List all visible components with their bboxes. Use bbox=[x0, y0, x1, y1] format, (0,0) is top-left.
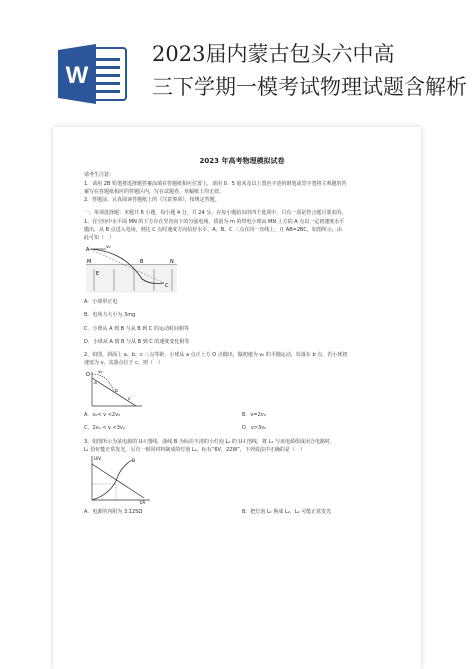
q1-label-b: B bbox=[140, 258, 144, 265]
q3-figure bbox=[84, 454, 154, 504]
q2-label-o: O bbox=[86, 371, 90, 378]
q1-option-d: D．小球从 A 到 B 与从 B 到 C 的速度变化相等 bbox=[84, 338, 190, 345]
question-text: 速变为 v，其落点位于 c，则（ ） bbox=[84, 360, 163, 367]
q3-axis-i: I/A bbox=[140, 500, 146, 505]
q2-label-c: c bbox=[128, 396, 131, 402]
q1-option-c: C．小球从 A 到 B 与从 B 到 C 的运动时间相等 bbox=[84, 325, 189, 332]
q2-option-d: D．v>3v₀ bbox=[242, 425, 267, 432]
q1-label-a: A bbox=[86, 246, 90, 253]
notice-line: 1．请用 2B 铅笔将选择题答案涂填在答题纸相应位置上，请用 0．5 毫米及以上黑色字迹的钢笔或签字笔将主观题的答 bbox=[84, 180, 347, 187]
q2-option-b: B．v=2v₀ bbox=[242, 412, 266, 419]
q2-figure bbox=[84, 368, 144, 408]
question-text: L₁ 恰好能正常发光．另有一相同材料制成的灯泡 L₂，标有“6V，22W”，下列说法中正确的是（ ） bbox=[84, 446, 305, 453]
q2-option-c: C．2v₀ < v <3v₀ bbox=[84, 425, 125, 432]
question-text: 此可知（ ） bbox=[84, 235, 115, 242]
section-heading: 一、单项选择题：本题共 6 小题，每小题 4 分，共 24 分。在每小题给出的四个选项中，只有一项是符合题目要求的。 bbox=[84, 210, 347, 217]
q1-figure bbox=[84, 243, 179, 295]
header bbox=[0, 0, 474, 128]
question-text: 抛出，从 B 点进入电场，到达 C 点时速度方向恰好水平，A、B、C 三点在同一直线上，且 AB=2BC，如图所示，由 bbox=[84, 227, 342, 234]
notice-line: 案写在答题纸相应的答题区内，写在试题卷、草稿纸上均无效。 bbox=[84, 188, 225, 195]
q2-options-row bbox=[84, 411, 400, 419]
document-content bbox=[84, 157, 400, 516]
q3-label-b: B bbox=[132, 459, 136, 465]
q3-axis-u: U/V bbox=[94, 456, 102, 462]
title-line-2: 三下学期一模考试物理试题含解析 bbox=[152, 75, 467, 99]
q1-label-m: M bbox=[87, 258, 92, 265]
q1-option-a: A．小球带正电 bbox=[84, 298, 118, 305]
q3-option-a: A．电源的内阻为 3.125Ω bbox=[84, 508, 143, 515]
q1-label-e: E bbox=[96, 270, 100, 277]
q2-label-b: b bbox=[115, 388, 118, 394]
q2-options-row bbox=[84, 424, 400, 432]
notice-head: 请考生注意： bbox=[84, 172, 115, 179]
q1-option-b: B．电场力大小为 3mg bbox=[84, 312, 136, 319]
question-text: 3、如图所示为某电源的 U-I 图线，曲线 B 为标识不清的小灯泡 L₁ 的 U-I 图线，将 L₁ 与该电源组成闭合电路时， bbox=[84, 438, 335, 445]
notice-line: 2．答题前，认真阅读答题纸上的《注意事项》，按规定答题。 bbox=[84, 197, 220, 204]
title-line-1: 2023届内蒙古包头六中高 bbox=[152, 42, 395, 66]
q2-label-a: a bbox=[94, 380, 97, 386]
svg-text:W: W bbox=[65, 62, 89, 89]
q1-label-c: C bbox=[165, 282, 169, 289]
exam-title: 2023 年高考物理模拟试卷 bbox=[199, 157, 285, 165]
q1-label-n: N bbox=[170, 258, 174, 265]
page-title bbox=[152, 38, 467, 104]
q2-label-v0: v₀ bbox=[98, 369, 103, 375]
question-text: 2、如图，斜面上 a、b、c 三点等距，小球从 a 点正上方 O 点抛出，做初速为 v₀ 的平抛运动，恰落在 b 点．若小球初 bbox=[84, 352, 348, 359]
q3-options-row bbox=[84, 508, 400, 516]
document-preview bbox=[53, 127, 421, 669]
q1-label-v0: v₀ bbox=[106, 244, 111, 250]
word-icon bbox=[58, 42, 128, 106]
q3-option-b: B．把灯泡 L₁ 换成 L₂，L₂ 可能正常发光 bbox=[242, 508, 332, 515]
q2-option-a: A．v₀< v <2v₀ bbox=[84, 412, 121, 419]
question-text: 1、在空间中水平面 MN 的下方存在竖直向下的匀强电场，质量为 m 的带电小球由 MN 上方的 A 点以一定初速度水平 bbox=[84, 218, 345, 225]
